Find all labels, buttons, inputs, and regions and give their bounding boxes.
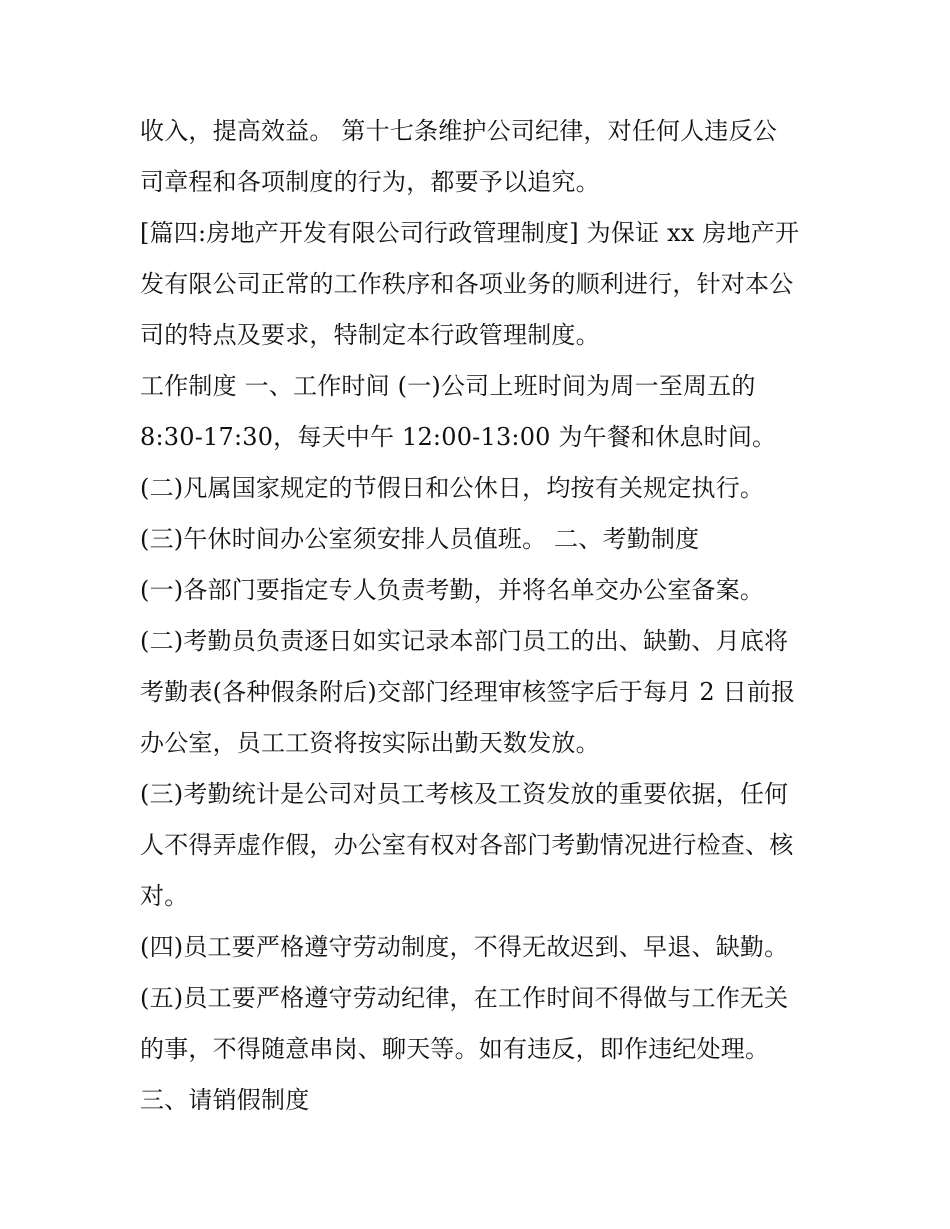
text-line: [篇四:房地产开发有限公司行政管理制度] 为保证 xx 房地产开 [140, 219, 800, 247]
text-line: 考勤表(各种假条附后)交部门经理审核签字后于每月 2 日前报 [140, 678, 796, 706]
text-line: 收入，提高效益。 第十七条维护公司纪律，对任何人违反公 [140, 117, 778, 145]
document-body [140, 106, 820, 1126]
text-line: 发有限公司正常的工作秩序和各项业务的顺利进行，针对本公 [140, 270, 794, 298]
text-line: (一)各部门要指定专人负责考勤，并将名单交办公室备案。 [140, 576, 765, 604]
text-line: (四)员工要严格遵守劳动制度，不得无故迟到、早退、缺勤。 [140, 933, 789, 961]
text-line: 人不得弄虚作假，办公室有权对各部门考勤情况进行检查、核 [140, 831, 794, 859]
text-line: (二)考勤员负责逐日如实记录本部门员工的出、缺勤、月底将 [140, 627, 789, 655]
text-line: 工作制度 一、工作时间 (一)公司上班时间为周一至周五的 [140, 372, 756, 400]
text-line: 司章程和各项制度的行为，都要予以追究。 [140, 168, 600, 196]
text-line: 的事，不得随意串岗、聊天等。如有违反，即作违纪处理。 [140, 1035, 770, 1063]
text-line: (三)午休时间办公室须安排人员值班。 二、考勤制度 [140, 525, 700, 553]
text-line: (二)凡属国家规定的节假日和公休日，均按有关规定执行。 [140, 474, 765, 502]
text-line: (三)考勤统计是公司对员工考核及工资发放的重要依据，任何 [140, 780, 789, 808]
text-line: 办公室，员工工资将按实际出勤天数发放。 [140, 729, 600, 757]
text-line: 对。 [140, 882, 189, 910]
text-line: 司的特点及要求，特制定本行政管理制度。 [140, 321, 600, 349]
text-line: 三、请销假制度 [140, 1086, 310, 1114]
text-line: (五)员工要严格遵守劳动纪律，在工作时间不得做与工作无关 [140, 984, 789, 1012]
text-line: 8:30-17:30，每天中午 12:00-13:00 为午餐和休息时间。 [140, 423, 777, 451]
